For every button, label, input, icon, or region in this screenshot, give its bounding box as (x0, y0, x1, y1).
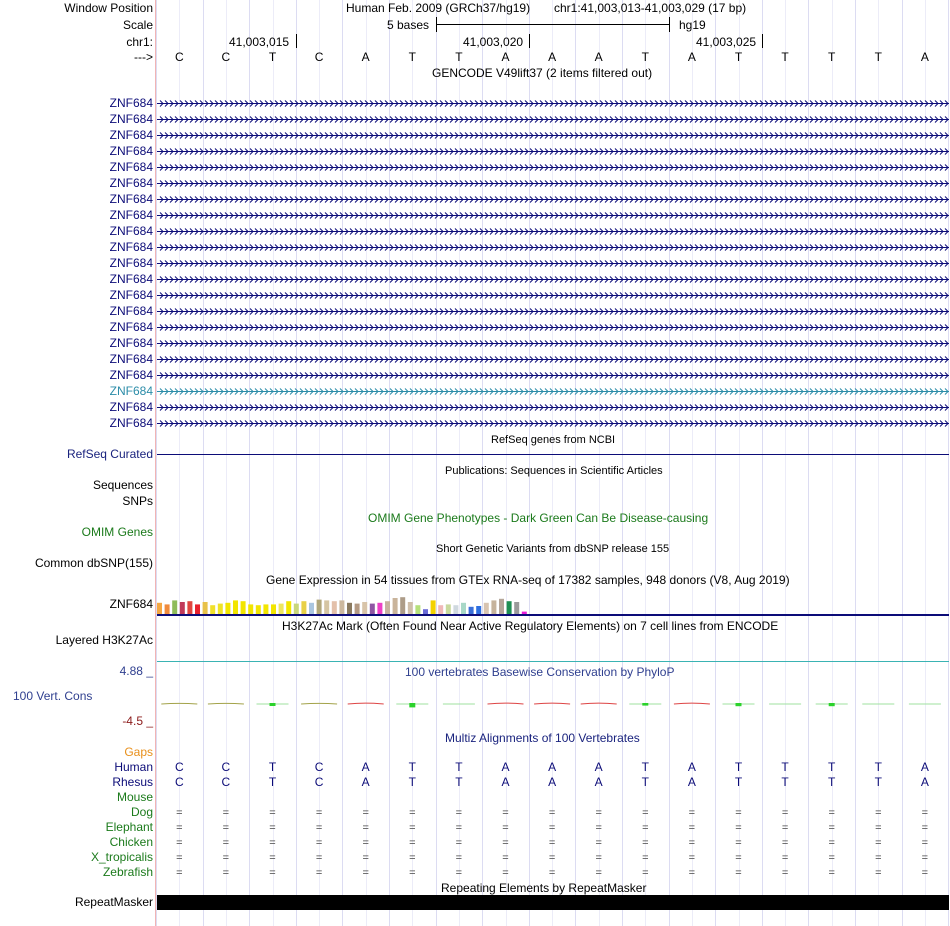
multiz-base: C (174, 760, 184, 774)
multiz-base: A (920, 760, 929, 774)
gencode-gene-label[interactable]: ZNF684 (109, 288, 153, 302)
multiz-base: A (687, 760, 696, 774)
gtex-tissue-bar (279, 604, 284, 614)
gencode-gene-label[interactable]: ZNF684 (109, 112, 153, 126)
multiz-base: = (735, 867, 742, 879)
gencode-gene-label[interactable]: ZNF684 (109, 416, 153, 430)
gtex-tissue-bar (256, 605, 261, 614)
multiz-base: = (875, 837, 882, 849)
gtex-tissue-bar (210, 605, 215, 614)
gencode-gene-label[interactable]: ZNF684 (109, 128, 153, 142)
window-position-label: Window Position (64, 1, 153, 15)
multiz-base: T (641, 760, 649, 774)
coord-3: 41,003,025 (696, 35, 757, 49)
scale-bar (436, 24, 669, 25)
phylop-ymax: 4.88 _ (119, 664, 153, 678)
multiz-base: = (176, 822, 183, 834)
reference-base: A (548, 50, 557, 64)
multiz-base: = (642, 837, 649, 849)
reference-base: T (408, 50, 416, 64)
phylop-title[interactable]: 100 vertebrates Basewise Conservation by PhyloP (405, 665, 675, 679)
dbsnp-label[interactable]: Common dbSNP(155) (34, 556, 153, 570)
multiz-base: = (315, 867, 323, 879)
multiz-base: = (875, 807, 882, 819)
gtex-tissue-bar (225, 603, 230, 614)
multiz-base: C (174, 775, 184, 789)
multiz-base: T (781, 760, 789, 774)
publications-title[interactable]: Publications: Sequences in Scientific Articles (445, 465, 663, 477)
gtex-tissue-bar (469, 607, 474, 614)
position-readout: chr1:41,003,013-41,003,029 (17 bp) (554, 1, 747, 15)
gencode-transcript[interactable] (157, 400, 949, 414)
gtex-tissue-bar (453, 605, 458, 614)
reference-base: C (221, 50, 231, 64)
coord-1-tick (296, 34, 297, 48)
gtex-tissue-bar (248, 604, 253, 614)
coord-3-tick (762, 34, 763, 48)
multiz-base: = (875, 822, 882, 834)
dbsnp-title[interactable]: Short Genetic Variants from dbSNP release 155 (436, 543, 670, 555)
gencode-gene-label[interactable]: ZNF684 (109, 272, 153, 286)
multiz-base: = (548, 867, 556, 879)
gencode-transcript[interactable] (157, 192, 949, 206)
gencode-transcript[interactable] (157, 256, 949, 270)
gtex-expression-bars[interactable] (157, 586, 557, 614)
scale-bar-right-tick (669, 17, 670, 32)
multiz-base: = (222, 867, 230, 879)
multiz-base: = (176, 837, 183, 849)
multiz-base: = (735, 807, 742, 819)
gtex-tissue-bar (317, 600, 322, 614)
gencode-transcript[interactable] (157, 368, 949, 382)
gtex-tissue-bar (241, 601, 246, 614)
gtex-tissue-bar (332, 601, 337, 614)
gtex-tissue-bar (157, 603, 162, 614)
multiz-base: = (548, 837, 556, 849)
multiz-base: = (455, 807, 463, 819)
multiz-base: A (361, 775, 370, 789)
multiz-base: = (921, 822, 929, 834)
gencode-title[interactable]: GENCODE V49lift37 (2 items filtered out) (432, 66, 653, 80)
multiz-base: = (735, 852, 742, 864)
gtex-tissue-bar (377, 603, 382, 614)
gtex-tissue-bar (165, 604, 170, 614)
gencode-transcript[interactable] (157, 96, 949, 110)
multiz-base: = (455, 822, 463, 834)
multiz-base: = (781, 852, 789, 864)
multiz-species-label[interactable]: X_tropicalis (90, 850, 153, 864)
multiz-base: = (688, 837, 696, 849)
repeatmasker-label[interactable]: RepeatMasker (74, 895, 153, 909)
phylop-conserved-bar (736, 703, 742, 706)
phylop-conserved-bar (270, 703, 276, 706)
gtex-tissue-bar (370, 604, 375, 614)
gencode-gene-label[interactable]: ZNF684 (109, 384, 153, 398)
gtex-tissue-bar (355, 604, 360, 614)
multiz-base: A (361, 760, 370, 774)
multiz-base: = (735, 822, 742, 834)
h3k27ac-title[interactable]: H3K27Ac Mark (Often Found Near Active Regulatory Elements) on 7 cell lines from ENCODE (282, 619, 779, 633)
multiz-base: = (781, 867, 789, 879)
gencode-gene-label[interactable]: ZNF684 (109, 96, 153, 110)
multiz-base: = (176, 807, 183, 819)
multiz-base: = (595, 807, 602, 819)
gencode-gene-label[interactable]: ZNF684 (109, 320, 153, 334)
multiz-base: T (268, 775, 277, 789)
coord-1: 41,003,015 (229, 35, 290, 49)
phylop-score-mark (581, 703, 617, 704)
phylop-conservation-plot[interactable] (157, 690, 949, 720)
gtex-tissue-bar (187, 601, 192, 614)
gtex-tissue-bar (172, 600, 177, 614)
scale-label: Scale (122, 18, 153, 32)
multiz-base: T (828, 775, 836, 789)
multiz-base: = (642, 867, 649, 879)
multiz-base: = (642, 822, 649, 834)
gencode-transcript[interactable] (157, 128, 949, 142)
strand-label: ---> (134, 50, 153, 64)
gencode-transcript[interactable] (157, 144, 949, 158)
multiz-base: T (408, 760, 416, 774)
multiz-base: = (409, 867, 416, 879)
multiz-base: = (688, 807, 696, 819)
phylop-label[interactable]: 100 Vert. Cons (13, 689, 93, 703)
multiz-base: T (641, 775, 649, 789)
gtex-tissue-bar (271, 604, 276, 614)
gtex-tissue-bar (309, 603, 314, 614)
multiz-base: A (548, 775, 557, 789)
reference-base: A (920, 50, 929, 64)
gtex-tissue-bar (180, 602, 185, 614)
gtex-tissue-bar (263, 604, 268, 614)
multiz-base: C (221, 760, 231, 774)
phylop-score-mark (348, 703, 384, 704)
multiz-base: = (642, 807, 649, 819)
gtex-tissue-bar (385, 601, 390, 614)
phylop-score-mark (674, 703, 710, 704)
multiz-base: = (688, 867, 696, 879)
multiz-base: = (176, 867, 183, 879)
multiz-base: = (642, 852, 649, 864)
multiz-base: = (502, 807, 509, 819)
gencode-gene-label[interactable]: ZNF684 (109, 240, 153, 254)
omim-label[interactable]: OMIM Genes (81, 525, 153, 539)
multiz-base: A (920, 775, 929, 789)
gencode-gene-label[interactable]: ZNF684 (109, 256, 153, 270)
reference-base: T (781, 50, 789, 64)
multiz-species-label[interactable]: Chicken (109, 835, 153, 849)
multiz-base: = (409, 807, 416, 819)
gtex-tissue-bar (484, 603, 489, 614)
refseq-title[interactable]: RefSeq genes from NCBI (491, 434, 616, 446)
multiz-base: = (875, 852, 882, 864)
gtex-tissue-bar (476, 606, 481, 614)
gaps-label: Gaps (124, 745, 153, 759)
gencode-transcript[interactable] (157, 224, 949, 238)
multiz-base: = (548, 822, 556, 834)
gtex-tissue-bar (294, 604, 299, 614)
h3k27ac-signal-line (157, 661, 949, 662)
multiz-base: C (314, 775, 324, 789)
gtex-tissue-bar (415, 605, 420, 614)
coord-2: 41,003,020 (463, 35, 524, 49)
multiz-base: = (502, 852, 509, 864)
multiz-base: C (221, 775, 231, 789)
multiz-base: = (781, 807, 789, 819)
phylop-conserved-bar (829, 703, 835, 706)
multiz-base: = (455, 837, 463, 849)
multiz-base: T (874, 760, 882, 774)
gtex-tissue-bar (408, 602, 413, 614)
multiz-base: = (455, 852, 463, 864)
reference-base: T (455, 50, 463, 64)
multiz-base: = (548, 852, 556, 864)
gtex-baseline (157, 614, 949, 616)
gtex-tissue-bar (514, 602, 519, 614)
multiz-base: A (501, 760, 510, 774)
multiz-base: = (781, 837, 789, 849)
multiz-base: = (595, 837, 602, 849)
gencode-transcript[interactable] (157, 304, 949, 318)
snps-label[interactable]: SNPs (122, 494, 153, 508)
gtex-tissue-bar (438, 605, 443, 614)
multiz-base: C (314, 760, 324, 774)
reference-base: T (268, 50, 277, 64)
reference-base: T (641, 50, 649, 64)
reference-base: A (687, 50, 696, 64)
reference-base: A (361, 50, 370, 64)
gtex-tissue-bar (400, 597, 405, 614)
gencode-transcript[interactable] (157, 176, 949, 190)
multiz-species-label[interactable]: Human (114, 760, 153, 774)
gtex-tissue-bar (431, 600, 436, 614)
multiz-base: = (595, 822, 602, 834)
multiz-base: = (269, 837, 276, 849)
gtex-title[interactable]: Gene Expression in 54 tissues from GTEx RNA-seq of 17382 samples, 948 donors (V8, Aug 2019) (266, 573, 790, 587)
gencode-gene-label[interactable]: ZNF684 (109, 336, 153, 350)
multiz-base: = (828, 867, 835, 879)
multiz-base: = (362, 837, 369, 849)
multiz-base: = (409, 837, 416, 849)
multiz-base: = (735, 837, 742, 849)
multiz-base: A (548, 760, 557, 774)
gtex-tissue-bar (339, 600, 344, 614)
gtex-tissue-bar (203, 602, 208, 614)
multiz-base: = (362, 852, 369, 864)
gtex-tissue-bar (446, 604, 451, 614)
gencode-gene-label[interactable]: ZNF684 (109, 224, 153, 238)
phylop-score-mark (301, 703, 337, 704)
multiz-base: = (315, 837, 323, 849)
chrom-label: chr1: (126, 35, 153, 49)
multiz-species-label[interactable]: Dog (130, 805, 153, 819)
multiz-base: = (548, 807, 556, 819)
phylop-ymin: -4.5 _ (122, 714, 153, 728)
multiz-base: T (874, 775, 882, 789)
phylop-score-mark (208, 703, 244, 704)
multiz-base: = (222, 807, 230, 819)
reference-base: T (734, 50, 743, 64)
gencode-gene-label[interactable]: ZNF684 (109, 400, 153, 414)
gencode-transcript[interactable] (157, 112, 949, 126)
gtex-tissue-bar (393, 598, 398, 614)
multiz-base: = (269, 807, 276, 819)
gencode-gene-label[interactable]: ZNF684 (109, 352, 153, 366)
multiz-base: T (781, 775, 789, 789)
sequences-label[interactable]: Sequences (92, 478, 153, 492)
multiz-base: = (315, 822, 323, 834)
reference-base: A (501, 50, 510, 64)
omim-title[interactable]: OMIM Gene Phenotypes - Dark Green Can Be Disease-causing (368, 511, 709, 525)
gtex-tissue-bar (491, 600, 496, 614)
multiz-base: = (409, 852, 416, 864)
multiz-base: = (176, 852, 183, 864)
gtex-tissue-bar (324, 600, 329, 614)
multiz-base: = (269, 867, 276, 879)
reference-base: A (594, 50, 603, 64)
gencode-transcript[interactable] (157, 384, 949, 398)
repeatmasker-title[interactable]: Repeating Elements by RepeatMasker (441, 881, 647, 895)
multiz-base: = (595, 852, 602, 864)
multiz-species-label[interactable]: Zebrafish (102, 865, 153, 879)
gencode-transcript[interactable] (157, 240, 949, 254)
gencode-transcript[interactable] (157, 208, 949, 222)
multiz-base: = (828, 852, 835, 864)
multiz-base: = (828, 807, 835, 819)
phylop-conserved-bar (409, 703, 415, 707)
repeatmasker-block[interactable] (157, 895, 949, 910)
gtex-tissue-bar (507, 601, 512, 614)
multiz-base: = (362, 807, 369, 819)
multiz-base: = (222, 837, 230, 849)
gencode-gene-label[interactable]: ZNF684 (109, 304, 153, 318)
h3k27ac-label[interactable]: Layered H3K27Ac (55, 633, 153, 647)
multiz-base: = (362, 867, 369, 879)
multiz-base: = (502, 867, 509, 879)
multiz-base: = (315, 852, 323, 864)
multiz-base: = (828, 837, 835, 849)
multiz-base: T (408, 775, 416, 789)
gencode-gene-label[interactable]: ZNF684 (109, 160, 153, 174)
multiz-title[interactable]: Multiz Alignments of 100 Vertebrates (445, 731, 640, 745)
gtex-tissue-bar (362, 602, 367, 614)
gtex-tissue-bar (218, 604, 223, 614)
multiz-base: A (594, 760, 603, 774)
multiz-base: = (315, 807, 323, 819)
phylop-score-mark (534, 703, 570, 704)
multiz-base: = (269, 822, 276, 834)
gencode-gene-label[interactable]: ZNF684 (109, 176, 153, 190)
multiz-base: = (921, 807, 929, 819)
gencode-gene-label[interactable]: ZNF684 (109, 368, 153, 382)
scale-text: 5 bases (387, 18, 430, 32)
multiz-base: = (781, 822, 789, 834)
phylop-conserved-bar (642, 703, 648, 706)
gtex-tissue-bar (347, 603, 352, 614)
multiz-base: T (734, 775, 743, 789)
multiz-base: = (455, 867, 463, 879)
multiz-base: = (688, 852, 696, 864)
gencode-gene-label[interactable]: ZNF684 (109, 192, 153, 206)
label-separator (155, 0, 156, 926)
multiz-base: T (455, 775, 463, 789)
multiz-base: T (734, 760, 743, 774)
multiz-base: = (921, 852, 929, 864)
gencode-gene-label[interactable]: ZNF684 (109, 144, 153, 158)
gencode-transcript[interactable] (157, 160, 949, 174)
gencode-transcript[interactable] (157, 352, 949, 366)
phylop-score-mark (488, 703, 524, 704)
assembly-title[interactable]: Human Feb. 2009 (GRCh37/hg19) (346, 1, 531, 15)
gencode-transcript[interactable] (157, 336, 949, 350)
multiz-species-label[interactable]: Elephant (105, 820, 153, 834)
phylop-score-mark (161, 703, 197, 704)
reference-base: C (174, 50, 184, 64)
gencode-transcript[interactable] (157, 416, 949, 430)
multiz-base: = (595, 867, 602, 879)
gtex-tissue-bar (195, 604, 200, 614)
scale-bar-left-tick (436, 17, 437, 32)
multiz-base: A (594, 775, 603, 789)
multiz-base: = (921, 837, 929, 849)
multiz-species-label[interactable]: Mouse (116, 790, 153, 804)
gtex-tissue-bar (301, 601, 306, 614)
gencode-gene-label[interactable]: ZNF684 (109, 208, 153, 222)
scale-db: hg19 (679, 18, 706, 32)
multiz-base: T (455, 760, 463, 774)
multiz-base: = (409, 822, 416, 834)
gtex-tissue-bar (461, 603, 466, 614)
multiz-base: T (268, 760, 277, 774)
gencode-transcript[interactable] (157, 272, 949, 286)
multiz-base: = (502, 837, 509, 849)
multiz-base: = (502, 822, 509, 834)
multiz-base: = (222, 852, 230, 864)
multiz-base: = (875, 867, 882, 879)
refseq-label[interactable]: RefSeq Curated (66, 447, 153, 461)
multiz-base: = (362, 822, 369, 834)
gtex-tissue-bar (499, 599, 504, 614)
multiz-species-label[interactable]: Rhesus (112, 775, 153, 789)
gtex-tissue-bar (286, 601, 291, 614)
gencode-transcript[interactable] (157, 288, 949, 302)
multiz-base: = (828, 822, 835, 834)
refseq-gene-line[interactable] (157, 454, 949, 455)
coord-2-tick (529, 34, 530, 48)
multiz-base: A (501, 775, 510, 789)
multiz-base: = (921, 867, 929, 879)
multiz-base: T (828, 760, 836, 774)
multiz-base: A (687, 775, 696, 789)
gtex-tissue-bar (233, 600, 238, 614)
reference-base: C (314, 50, 324, 64)
gtex-gene-label[interactable]: ZNF684 (109, 597, 153, 611)
multiz-base: = (222, 822, 230, 834)
gencode-transcript[interactable] (157, 320, 949, 334)
multiz-base: = (688, 822, 696, 834)
reference-base: T (874, 50, 882, 64)
multiz-base: = (269, 852, 276, 864)
reference-base: T (828, 50, 836, 64)
